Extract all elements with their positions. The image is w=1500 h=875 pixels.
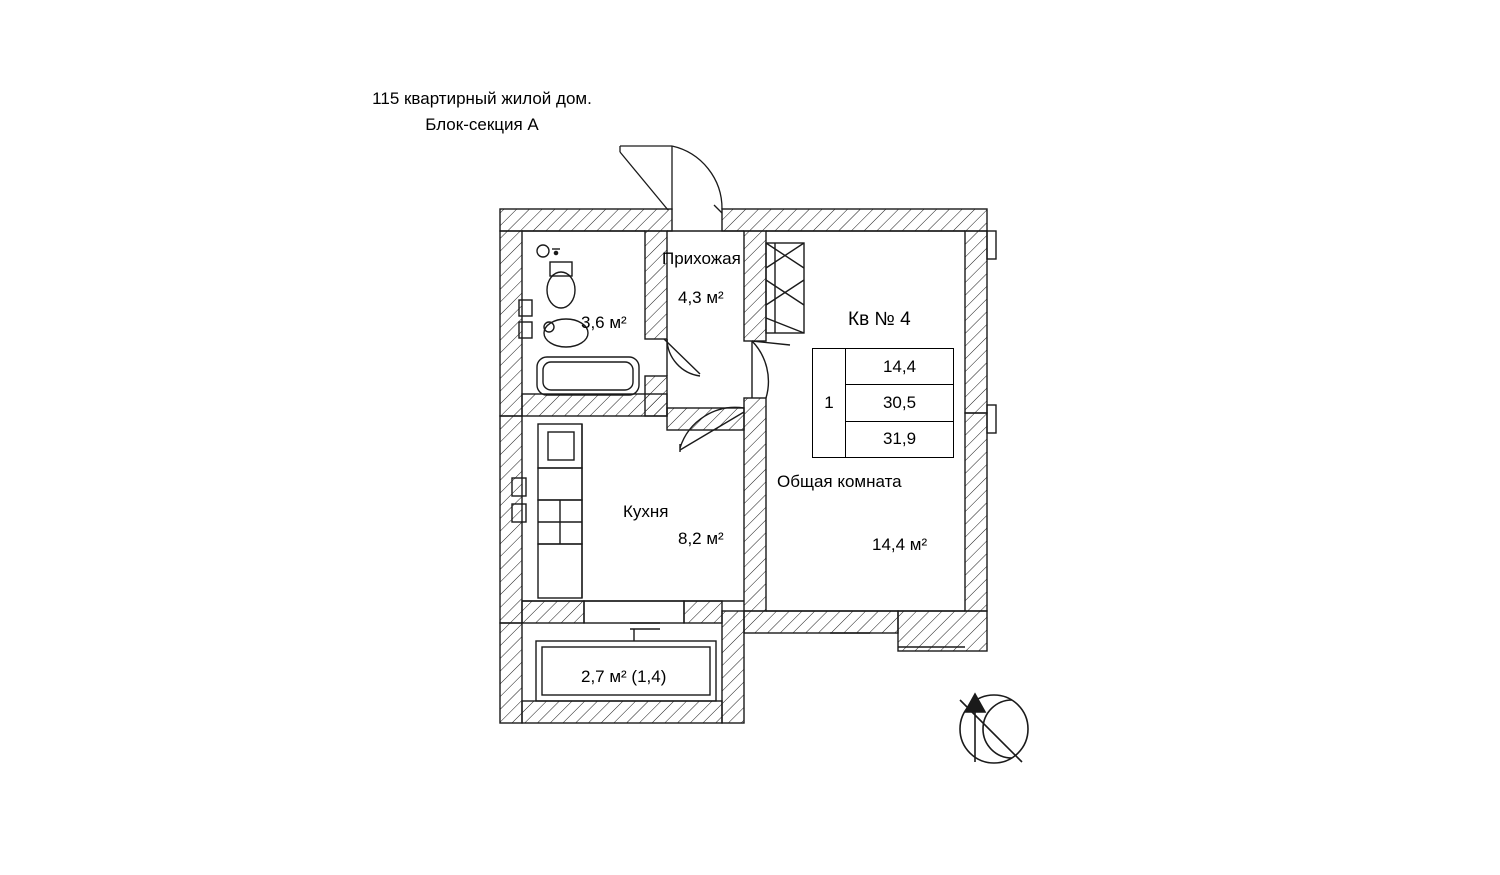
title-line-1: 115 квартирный жилой дом.	[372, 89, 592, 108]
wall-exterior-bottom-left	[522, 601, 722, 623]
spec-area-with-balcony: 31,9	[882, 429, 917, 449]
title-line-2: Блок-секция А	[425, 115, 539, 134]
door-entrance	[620, 146, 722, 213]
wall-right-jamb-marks	[987, 231, 996, 433]
label-balcony-area: 2,7 м² (1,4)	[581, 667, 667, 686]
label-room-hall-name: Прихожая	[662, 249, 741, 268]
spec-living-area: 14,4	[846, 349, 953, 385]
wall-exterior-top-left	[500, 209, 672, 231]
door-hall-to-living	[752, 341, 790, 398]
label-room-bathroom-area: 3,6 м²	[581, 313, 627, 332]
label-room-hall-area: 4,3 м²	[678, 288, 724, 307]
balcony-outline	[536, 623, 716, 701]
label-room-living-name: Общая комната	[777, 472, 902, 491]
wall-partition-hall-living	[744, 231, 766, 611]
wall-balcony-bottom	[522, 701, 722, 723]
wall-exterior-top-right	[722, 209, 987, 231]
spec-rooms-count: 1	[813, 349, 846, 457]
wall-exterior-bottom-right	[898, 611, 987, 651]
label-room-kitchen-area: 8,2 м²	[678, 529, 724, 548]
wall-exterior-right-upper	[965, 231, 987, 413]
label-apartment-number: Кв № 4	[848, 309, 911, 330]
wall-exterior-left-lower	[500, 416, 522, 623]
wall-exterior-bottom-mid	[722, 611, 898, 723]
wall-partition-bathroom-bottom	[522, 394, 667, 416]
window-living-room-top	[766, 243, 804, 333]
door-hall-to-bathroom	[664, 339, 700, 376]
kitchen-fixtures	[538, 424, 582, 598]
label-room-living-area: 14,4 м²	[872, 535, 928, 554]
spec-area-without-balcony: 30,5	[846, 385, 953, 421]
apartment-spec-table	[812, 348, 954, 458]
north-arrow-icon	[960, 694, 1028, 763]
wall-exterior-left-balcony	[500, 623, 522, 723]
label-room-kitchen-name: Кухня	[623, 502, 669, 521]
wall-exterior-right-lower	[965, 413, 987, 611]
